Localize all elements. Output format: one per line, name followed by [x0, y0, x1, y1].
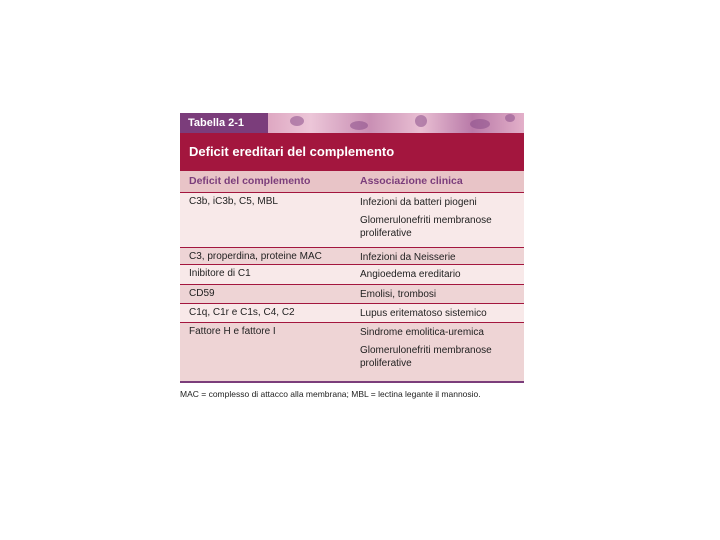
- table-row: [180, 265, 524, 285]
- clinical-line: Glomerulonefriti membranose: [360, 345, 492, 356]
- clinical-line: Infezioni da Neisserie: [360, 252, 456, 263]
- clinical-cell: [360, 248, 524, 264]
- header-deficit: Deficit del complemento: [189, 175, 311, 187]
- deficit-cell: C3b, iC3b, C5, MBL: [189, 196, 278, 207]
- clinical-cell: [360, 285, 524, 303]
- clinical-line: Infezioni da batteri piogeni: [360, 197, 477, 208]
- header-clinical: Associazione clinica: [360, 175, 463, 187]
- clinical-line: proliferative: [360, 228, 412, 239]
- table-row: [180, 248, 524, 265]
- table-row: [180, 285, 524, 304]
- table-row: [180, 193, 524, 248]
- complement-deficit-table: [180, 113, 524, 399]
- table-row: [180, 304, 524, 323]
- clinical-cell: [360, 193, 524, 247]
- clinical-line: Lupus eritematoso sistemico: [360, 308, 487, 319]
- clinical-line: Sindrome emolitica-uremica: [360, 327, 484, 338]
- clinical-cell: [360, 304, 524, 322]
- table-label: Tabella 2-1: [180, 113, 268, 133]
- histology-banner: [180, 113, 524, 133]
- table-row: [180, 323, 524, 381]
- clinical-line: Glomerulonefriti membranose: [360, 215, 492, 226]
- table-header-row: [180, 171, 524, 193]
- table-title: Deficit ereditari del complemento: [180, 133, 524, 171]
- table-footnote: MAC = complesso di attacco alla membrana; MBL = lectina legante il mannosio.: [180, 389, 481, 399]
- clinical-cell: [360, 323, 524, 381]
- clinical-line: Angioedema ereditario: [360, 269, 461, 280]
- clinical-cell: [360, 265, 524, 284]
- table-bottom-rule: [180, 381, 524, 383]
- deficit-cell: Fattore H e fattore I: [189, 326, 276, 337]
- deficit-cell: CD59: [189, 288, 215, 299]
- clinical-line: Emolisi, trombosi: [360, 289, 437, 300]
- deficit-cell: Inibitore di C1: [189, 268, 251, 279]
- deficit-cell: C3, properdina, proteine MAC: [189, 251, 322, 262]
- deficit-cell: C1q, C1r e C1s, C4, C2: [189, 307, 295, 318]
- clinical-line: proliferative: [360, 358, 412, 369]
